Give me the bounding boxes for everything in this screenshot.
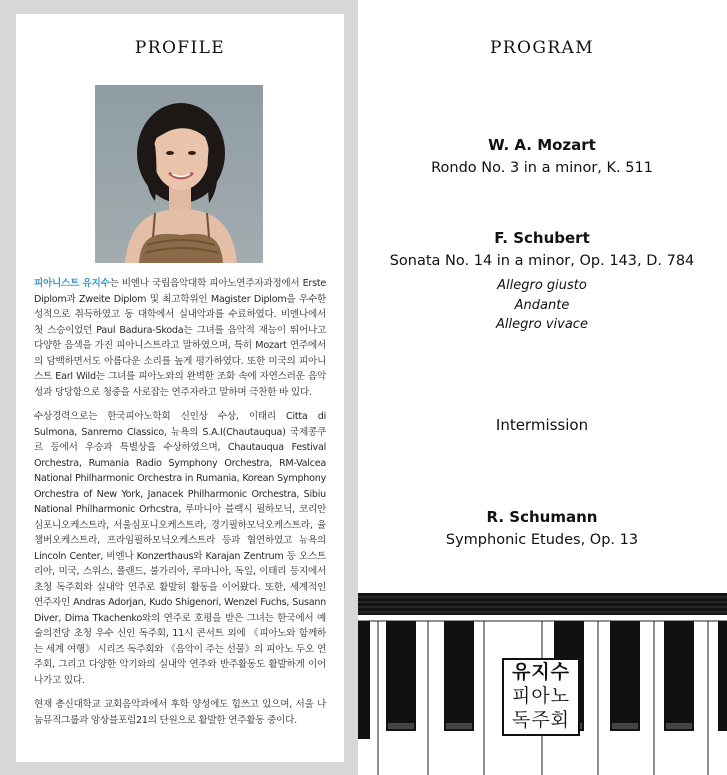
movement: Allegro vivace (496, 317, 588, 332)
program-piece-mozart (372, 136, 712, 176)
movement: Andante (514, 297, 570, 313)
recital-logo (502, 658, 580, 736)
logo-line-name: 유지수 (511, 661, 571, 683)
work-title: Symphonic Etudes, Op. 13 (445, 532, 639, 548)
pianist-portrait (95, 85, 263, 263)
composer-name: R. Schumann (486, 508, 598, 526)
biography (34, 276, 326, 737)
movement: Allegro giusto (497, 278, 587, 293)
bio-paragraph-1-text: 는 비엔나 국립음악대학 피아노연주자과정에서 Erste Diplom과 Zweite Diplom 및 최고학위인 Magister Diplom을 우수한 성적으로 취득하였고 동 대학에서 실내악과를 수료하였다. 비엔나에서 첫 스승이었던 Paul Badura-Skoda는 그녀를 음악적 재능이 뛰어나고 다양한 음색을 가진 피아니스트라고 말하였으며, 특히 Mozart 연주에서의 담백하면서도 아름다운 소리를 높게 평가하였다. 또한 미국의 피아니스트 Earl Wild는 그녀를 피아노와의 완벽한 조화 속에 자연스러운 음악성과 당당함으로 청중을 사로잡는 연주자라고 말하며 극찬한 바 있다. (34, 278, 326, 398)
profile-panel (0, 0, 358, 775)
program-piece-schubert (372, 229, 712, 335)
pianist-name: 피아니스트 유지수 (34, 278, 110, 289)
composer-name: W. A. Mozart (488, 136, 596, 154)
work-title: Sonata No. 14 in a minor, Op. 143, D. 784 (389, 253, 695, 269)
work-title: Rondo No. 3 in a minor, K. 511 (431, 160, 653, 176)
logo-line-piano: 피아노 (511, 685, 571, 707)
bio-paragraph-2: 수상경력으로는 한국피아노학회 신인상 수상, 이태리 Citta di Sulmona, Sanremo Classico, 뉴욕의 S.A.I(Chautauqua) 국제콩쿠르 등에서 우승과 특별상을 수상하였으며, Chautauqua Festival Orchestra, Rumania Radio Symphony Orchestra, RM-Valcea National Philharmonic Orchestra in Rumania, Korean Symphony Orchestra of New York, Janacek Philharmonic Orchestra, Sibiu National Philharmonic Orhcstra, 루마니아 블랙시 필하모닉, 코리안심포니오케스트라, 서울심포니오케스트라, 경기필하모닉오케스트라, 율챔버오케스트라, 프라임필하모닉오케스트라 등과 협연하였고 뉴욕의 Lincoln Center, 비엔나 Konzerthaus와 Karajan Zentrum 등 오스트리아, 미국, 스위스, 폴랜드, 불가리아, 루마니아, 독일, 이태리 등지에서 초청 독주회와 실내악 연주로 활발히 활동을 이어왔다. 또한, 세계적인 연주자인 Andras Adorjan, Kudo Shigenori, Wenzel Fuchs, Susann Diver, Dima Tkachenko와의 연주로 호평을 받은 그녀는 한국에서 예술의전당 초청 우수 신인 독주회, 11시 콘서트 외에 《피아노와 함께하는 세계 여행》 시리즈 독주회와 《음악이 주는 선물》의 피아노 두오 연주회, 그리고 다양한 악기와의 실내악 연주와 반주활동도 활발하게 이어나가고 있다. (34, 411, 326, 686)
program-title: PROGRAM (489, 38, 595, 58)
program-piece-schumann (372, 508, 712, 548)
intermission: Intermission (495, 416, 589, 434)
portrait-illustration (95, 85, 263, 263)
logo-line-recital: 독주회 (511, 709, 571, 731)
profile-title: PROFILE (134, 38, 226, 58)
profile-card (16, 14, 344, 762)
bio-paragraph-3: 현재 총신대학교 교회음악과에서 후학 양성에도 힘쓰고 있으며, 서울 나눔뮤직그룹과 앙상블포럼21의 단원으로 활발한 연주활동 중이다. (34, 699, 326, 726)
bio-paragraph-1 (34, 276, 326, 400)
composer-name: F. Schubert (494, 229, 590, 247)
